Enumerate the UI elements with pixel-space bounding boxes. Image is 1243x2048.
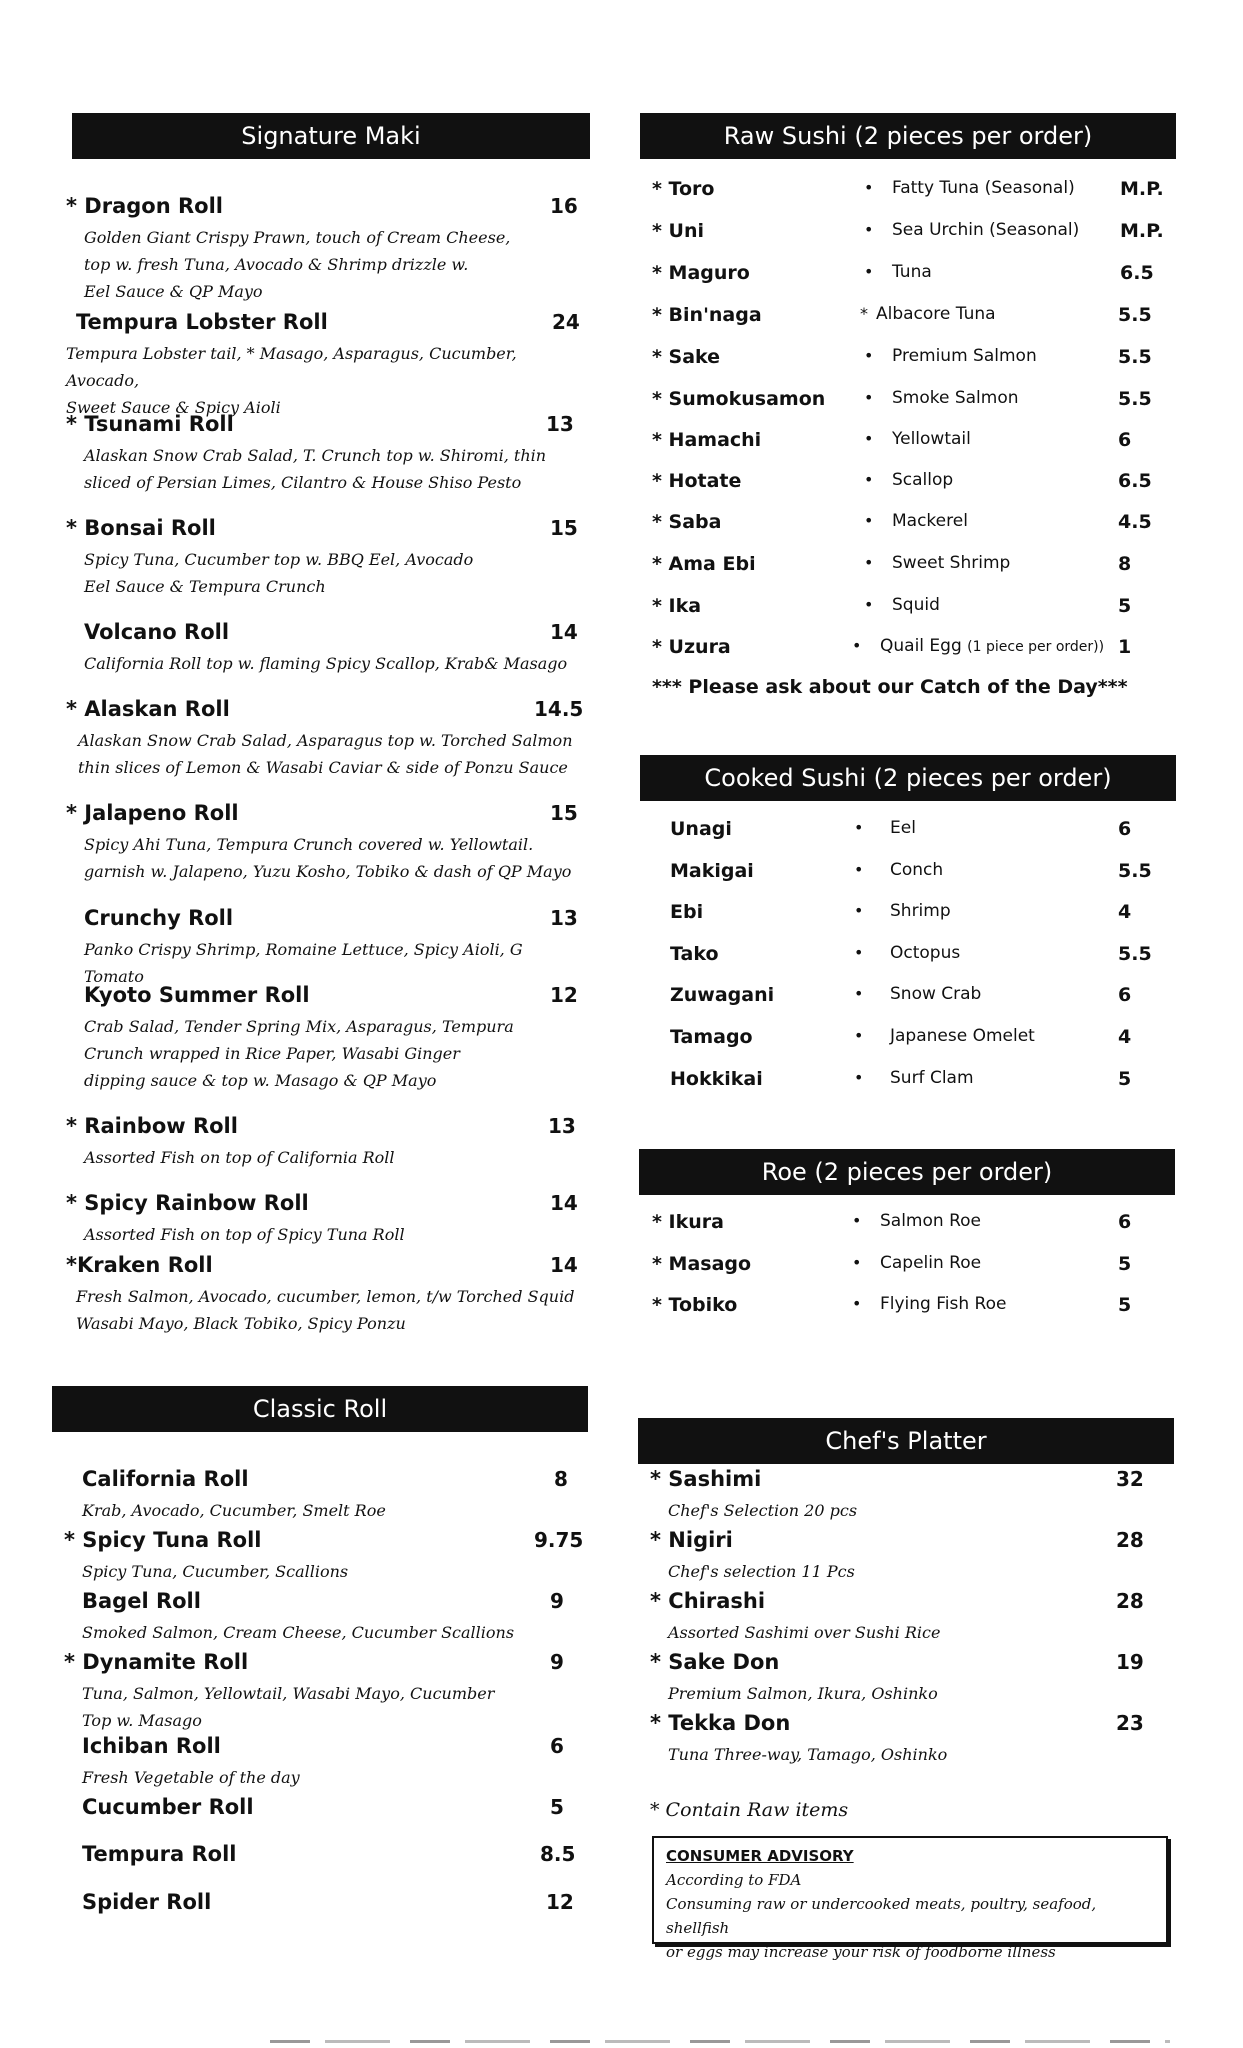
sushi-description: Premium Salmon bbox=[892, 346, 1037, 366]
bullet-icon: • bbox=[864, 388, 874, 407]
item-price: 13 bbox=[550, 906, 578, 930]
item-description: Premium Salmon, Ikura, Oshinko bbox=[668, 1684, 938, 1703]
raw-sushi-header: Raw Sushi (2 pieces per order) bbox=[640, 113, 1176, 159]
sushi-price: 4 bbox=[1118, 1026, 1132, 1048]
item-name: Kyoto Summer Roll bbox=[84, 983, 310, 1007]
item-name: * Alaskan Roll bbox=[66, 697, 230, 721]
sushi-name: * Uni bbox=[652, 220, 705, 242]
sushi-name: Zuwagani bbox=[670, 984, 775, 1006]
cooked-sushi-header: Cooked Sushi (2 pieces per order) bbox=[640, 755, 1176, 801]
sushi-price: 4.5 bbox=[1118, 511, 1152, 533]
sushi-row bbox=[652, 178, 1172, 208]
item-description: Fresh Salmon, Avocado, cucumber, lemon, t/w Torched Squid Wasabi Mayo, Black Tobiko, Spicy Ponzu bbox=[76, 1287, 575, 1333]
sushi-price: 6.5 bbox=[1118, 470, 1152, 492]
sushi-description: Sweet Shrimp bbox=[892, 553, 1011, 573]
asterisk-icon: * bbox=[860, 304, 868, 323]
scan-artifact bbox=[270, 2040, 1170, 2043]
item-name: * Rainbow Roll bbox=[66, 1114, 238, 1138]
sushi-description: Tuna bbox=[892, 262, 932, 282]
bullet-icon: • bbox=[854, 943, 864, 962]
item-price: 8 bbox=[554, 1467, 568, 1491]
sushi-price: 1 bbox=[1118, 636, 1132, 658]
item-name: * Dynamite Roll bbox=[64, 1650, 249, 1674]
sushi-description: Shrimp bbox=[890, 901, 951, 921]
bullet-icon: • bbox=[864, 553, 874, 572]
bullet-icon: • bbox=[854, 901, 864, 920]
sushi-name: * Saba bbox=[652, 511, 722, 533]
sushi-row bbox=[670, 984, 1170, 1014]
item-price: 28 bbox=[1116, 1528, 1144, 1552]
bullet-icon: • bbox=[864, 511, 874, 530]
bullet-icon: • bbox=[852, 636, 862, 655]
roe-header: Roe (2 pieces per order) bbox=[639, 1149, 1175, 1195]
bullet-icon: • bbox=[864, 220, 874, 239]
item-price: 9 bbox=[550, 1589, 564, 1613]
sushi-name: * Toro bbox=[652, 178, 715, 200]
sushi-name: Hokkikai bbox=[670, 1068, 763, 1090]
sushi-description: Snow Crab bbox=[890, 984, 982, 1004]
roe-price: 5 bbox=[1118, 1253, 1132, 1275]
sushi-row bbox=[670, 1068, 1170, 1098]
sushi-price: 5.5 bbox=[1118, 346, 1152, 368]
sushi-row bbox=[670, 818, 1170, 848]
sushi-description: Surf Clam bbox=[890, 1068, 974, 1088]
item-price: 15 bbox=[550, 516, 578, 540]
raw-items-note: * Contain Raw items bbox=[650, 1799, 849, 1821]
sushi-description bbox=[880, 636, 1104, 656]
item-price: 19 bbox=[1116, 1650, 1144, 1674]
sushi-description: Squid bbox=[892, 595, 940, 615]
sushi-row bbox=[670, 1026, 1170, 1056]
bullet-icon: • bbox=[854, 1026, 864, 1045]
sushi-price: 8 bbox=[1118, 553, 1132, 575]
item-description: Alaskan Snow Crab Salad, T. Crunch top w. Shiromi, thin sliced of Persian Limes, Cilantro & House Shiso Pesto bbox=[84, 446, 547, 492]
item-price: 14 bbox=[550, 1191, 578, 1215]
item-name: *Kraken Roll bbox=[66, 1253, 213, 1277]
item-price: 24 bbox=[552, 310, 580, 334]
sushi-name: * Hamachi bbox=[652, 429, 762, 451]
item-price: 23 bbox=[1116, 1711, 1144, 1735]
sushi-name: Makigai bbox=[670, 860, 754, 882]
item-price: 13 bbox=[548, 1114, 576, 1138]
roe-price: 5 bbox=[1118, 1294, 1132, 1316]
sushi-row bbox=[670, 901, 1170, 931]
sushi-name: Tako bbox=[670, 943, 719, 965]
item-description: Smoked Salmon, Cream Cheese, Cucumber Scallions bbox=[82, 1623, 515, 1642]
item-description: Crab Salad, Tender Spring Mix, Asparagus, Tempura Crunch wrapped in Rice Paper, Wasabi Ginger dipping sauce & top w. Masago & QP Mayo bbox=[84, 1017, 514, 1090]
sushi-description: Octopus bbox=[890, 943, 961, 963]
item-name: Tempura Roll bbox=[82, 1842, 237, 1866]
item-description: Tuna, Salmon, Yellowtail, Wasabi Mayo, Cucumber Top w. Masago bbox=[82, 1684, 495, 1730]
sushi-description: Yellowtail bbox=[892, 429, 971, 449]
sushi-row bbox=[652, 346, 1172, 376]
bullet-icon: • bbox=[854, 860, 864, 879]
bullet-icon: • bbox=[852, 1294, 862, 1313]
item-name: Ichiban Roll bbox=[82, 1734, 221, 1758]
sushi-name: * Maguro bbox=[652, 262, 750, 284]
item-name: * Spicy Rainbow Roll bbox=[66, 1191, 309, 1215]
sushi-price: 5 bbox=[1118, 595, 1132, 617]
roe-name: * Ikura bbox=[652, 1211, 724, 1233]
sushi-row bbox=[652, 220, 1172, 250]
bullet-icon: • bbox=[864, 470, 874, 489]
item-name: * Tekka Don bbox=[650, 1711, 791, 1735]
item-price: 12 bbox=[546, 1890, 574, 1914]
item-name: * Spicy Tuna Roll bbox=[64, 1528, 262, 1552]
item-price: 28 bbox=[1116, 1589, 1144, 1613]
item-name: * Jalapeno Roll bbox=[66, 801, 239, 825]
item-price: 9.75 bbox=[534, 1528, 584, 1552]
sushi-name: Unagi bbox=[670, 818, 732, 840]
item-price: 14 bbox=[550, 620, 578, 644]
item-price: 14.5 bbox=[534, 697, 584, 721]
bullet-icon: • bbox=[864, 262, 874, 281]
item-name: Volcano Roll bbox=[84, 620, 230, 644]
roe-description: Capelin Roe bbox=[880, 1253, 982, 1273]
item-name: * Chirashi bbox=[650, 1589, 766, 1613]
roe-row bbox=[652, 1294, 1172, 1324]
sushi-price: M.P. bbox=[1120, 220, 1164, 242]
bullet-icon: • bbox=[852, 1253, 862, 1272]
item-price: 16 bbox=[550, 194, 578, 218]
sushi-row bbox=[670, 860, 1170, 890]
roe-price: 6 bbox=[1118, 1211, 1132, 1233]
item-price: 14 bbox=[550, 1253, 578, 1277]
sushi-row bbox=[652, 470, 1172, 500]
consumer-advisory-box bbox=[652, 1836, 1168, 1961]
item-name: * Sake Don bbox=[650, 1650, 780, 1674]
bullet-icon: • bbox=[854, 1068, 864, 1087]
sushi-description: Conch bbox=[890, 860, 944, 880]
advisory-line: Consuming raw or undercooked meats, poultry, seafood, shellfish bbox=[666, 1895, 1097, 1937]
item-description: California Roll top w. flaming Spicy Scallop, Krab& Masago bbox=[84, 654, 568, 673]
item-description: Spicy Ahi Tuna, Tempura Crunch covered w. Yellowtail. garnish w. Jalapeno, Yuzu Kosho, Tobiko & dash of QP Mayo bbox=[84, 835, 572, 881]
item-name: * Bonsai Roll bbox=[66, 516, 216, 540]
roe-row bbox=[652, 1253, 1172, 1283]
sushi-name: * Hotate bbox=[652, 470, 742, 492]
sushi-description: Mackerel bbox=[892, 511, 968, 531]
sushi-row bbox=[670, 943, 1170, 973]
sushi-row bbox=[652, 636, 1172, 666]
sushi-row bbox=[652, 595, 1172, 625]
advisory-line: or eggs may increase your risk of foodborne illness bbox=[666, 1943, 1056, 1961]
sushi-price: 5.5 bbox=[1118, 943, 1152, 965]
sushi-description: Scallop bbox=[892, 470, 954, 490]
roe-description: Salmon Roe bbox=[880, 1211, 981, 1231]
item-description: Assorted Sashimi over Sushi Rice bbox=[668, 1623, 941, 1642]
chefs-platter-header: Chef's Platter bbox=[638, 1418, 1174, 1464]
sushi-price: 5.5 bbox=[1118, 388, 1152, 410]
sushi-description: Smoke Salmon bbox=[892, 388, 1019, 408]
item-name: * Sashimi bbox=[650, 1467, 762, 1491]
item-description: Spicy Tuna, Cucumber top w. BBQ Eel, Avocado Eel Sauce & Tempura Crunch bbox=[84, 550, 474, 596]
sushi-row bbox=[652, 262, 1172, 292]
item-description: Krab, Avocado, Cucumber, Smelt Roe bbox=[82, 1501, 386, 1520]
sushi-description: Albacore Tuna bbox=[876, 304, 996, 324]
catch-of-the-day-note: *** Please ask about our Catch of the Day*** bbox=[652, 676, 1128, 698]
item-description: Chef's selection 11 Pcs bbox=[668, 1562, 855, 1581]
sushi-name: * Ama Ebi bbox=[652, 553, 756, 575]
sushi-name: * Uzura bbox=[652, 636, 731, 658]
item-description: Tempura Lobster tail, * Masago, Asparagus, Cucumber, Avocado, Sweet Sauce & Spicy Aioli bbox=[66, 344, 517, 417]
bullet-icon: • bbox=[852, 1211, 862, 1230]
item-name: Cucumber Roll bbox=[82, 1795, 254, 1819]
item-price: 15 bbox=[550, 801, 578, 825]
item-price: 12 bbox=[550, 983, 578, 1007]
sushi-price: 5.5 bbox=[1118, 860, 1152, 882]
item-name: Crunchy Roll bbox=[84, 906, 234, 930]
sushi-description-note: (1 piece per order)) bbox=[967, 639, 1105, 655]
item-description: Golden Giant Crispy Prawn, touch of Cream Cheese, top w. fresh Tuna, Avocado & Shrimp drizzle w. Eel Sauce & QP Mayo bbox=[84, 228, 511, 301]
item-name: Bagel Roll bbox=[82, 1589, 201, 1613]
item-price: 32 bbox=[1116, 1467, 1144, 1491]
item-name: * Tsunami Roll bbox=[66, 412, 234, 436]
sushi-row bbox=[652, 304, 1172, 334]
item-price: 13 bbox=[546, 412, 574, 436]
item-description: Panko Crispy Shrimp, Romaine Lettuce, Spicy Aioli, G Tomato bbox=[84, 940, 523, 986]
item-description: Spicy Tuna, Cucumber, Scallions bbox=[82, 1562, 349, 1581]
item-price: 8.5 bbox=[540, 1842, 576, 1866]
sushi-price: 6 bbox=[1118, 818, 1132, 840]
sushi-name: * Sumokusamon bbox=[652, 388, 826, 410]
roe-description: Flying Fish Roe bbox=[880, 1294, 1007, 1314]
sushi-price: 5.5 bbox=[1118, 304, 1152, 326]
item-price: 5 bbox=[550, 1795, 564, 1819]
sushi-description: Fatty Tuna (Seasonal) bbox=[892, 178, 1075, 198]
item-name: Spider Roll bbox=[82, 1890, 212, 1914]
bullet-icon: • bbox=[864, 429, 874, 448]
roe-name: * Masago bbox=[652, 1253, 752, 1275]
sushi-price: M.P. bbox=[1120, 178, 1164, 200]
sushi-price: 6 bbox=[1118, 984, 1132, 1006]
item-description: Tuna Three-way, Tamago, Oshinko bbox=[668, 1745, 948, 1764]
sushi-description: Eel bbox=[890, 818, 916, 838]
advisory-line: According to FDA bbox=[666, 1871, 802, 1889]
item-name: * Dragon Roll bbox=[66, 194, 223, 218]
sushi-price: 5 bbox=[1118, 1068, 1132, 1090]
sushi-description: Sea Urchin (Seasonal) bbox=[892, 220, 1080, 240]
sushi-description: Japanese Omelet bbox=[890, 1026, 1035, 1046]
bullet-icon: • bbox=[854, 984, 864, 1003]
sushi-price: 6.5 bbox=[1120, 262, 1154, 284]
item-description: Assorted Fish on top of Spicy Tuna Roll bbox=[84, 1225, 405, 1244]
item-name: California Roll bbox=[82, 1467, 249, 1491]
classic-roll-header: Classic Roll bbox=[52, 1386, 588, 1432]
bullet-icon: • bbox=[864, 346, 874, 365]
sushi-name: * Ika bbox=[652, 595, 702, 617]
sushi-row bbox=[652, 553, 1172, 583]
item-description: Alaskan Snow Crab Salad, Asparagus top w. Torched Salmon thin slices of Lemon & Wasabi Caviar & side of Ponzu Sauce bbox=[78, 731, 573, 777]
sushi-name: * Sake bbox=[652, 346, 721, 368]
item-price: 9 bbox=[550, 1650, 564, 1674]
bullet-icon: • bbox=[854, 818, 864, 837]
roe-row bbox=[652, 1211, 1172, 1241]
sushi-price: 6 bbox=[1118, 429, 1132, 451]
advisory-title: CONSUMER ADVISORY bbox=[666, 1847, 854, 1865]
roe-name: * Tobiko bbox=[652, 1294, 738, 1316]
bullet-icon: • bbox=[864, 178, 874, 197]
sushi-name: Ebi bbox=[670, 901, 704, 923]
item-description: Fresh Vegetable of the day bbox=[82, 1768, 300, 1787]
item-description: Assorted Fish on top of California Roll bbox=[84, 1148, 395, 1167]
sushi-price: 4 bbox=[1118, 901, 1132, 923]
sushi-description-text: Quail Egg bbox=[880, 636, 962, 656]
item-price: 6 bbox=[550, 1734, 564, 1758]
sushi-row bbox=[652, 511, 1172, 541]
signature-maki-header: Signature Maki bbox=[72, 113, 590, 159]
sushi-row bbox=[652, 388, 1172, 418]
sushi-row bbox=[652, 429, 1172, 459]
bullet-icon: • bbox=[864, 595, 874, 614]
item-description: Chef's Selection 20 pcs bbox=[668, 1501, 858, 1520]
sushi-name: * Bin'naga bbox=[652, 304, 762, 326]
sushi-name: Tamago bbox=[670, 1026, 753, 1048]
item-name: Tempura Lobster Roll bbox=[76, 310, 328, 334]
item-name: * Nigiri bbox=[650, 1528, 733, 1552]
